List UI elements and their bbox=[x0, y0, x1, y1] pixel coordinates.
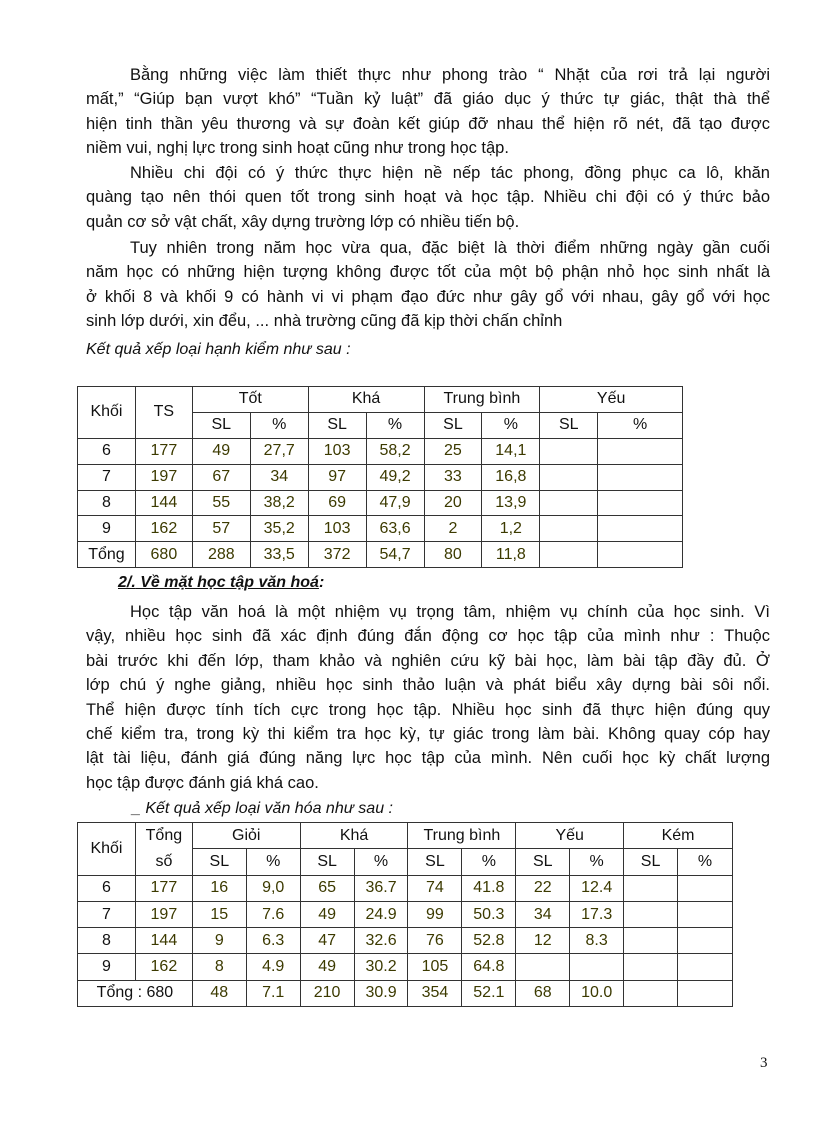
table-cell: 16 bbox=[192, 875, 246, 901]
text-line: học tập được đánh giá khá cao. bbox=[86, 773, 319, 792]
text-line: chế kiểm tra, trong kỳ thi kiểm tra học kỳ, tự giác trong làm bài. Không quay cóp hay bbox=[86, 724, 770, 743]
table-cell: 68 bbox=[516, 980, 570, 1006]
table-cell bbox=[624, 875, 678, 901]
table-cell: 8.3 bbox=[570, 928, 624, 954]
header-fair: Khá bbox=[308, 387, 424, 413]
table-cell: 30.2 bbox=[354, 954, 408, 980]
table-row bbox=[78, 438, 683, 464]
table-cell: 17.3 bbox=[570, 901, 624, 927]
table-cell: 103 bbox=[308, 516, 366, 542]
table-cell: 6 bbox=[78, 438, 136, 464]
subheader-sl: SL bbox=[424, 412, 482, 438]
table-cell: 20 bbox=[424, 490, 482, 516]
table-cell: 7.1 bbox=[246, 980, 300, 1006]
table-cell: 8 bbox=[78, 928, 136, 954]
paragraph-movement bbox=[86, 63, 770, 161]
text-line: mất,” “Giúp bạn vượt khó” “Tuần kỷ luật” đã giáo dục ý thức tự giác, thật thà thể bbox=[86, 90, 770, 109]
table-cell: 680 bbox=[135, 542, 192, 568]
table-cell: 48 bbox=[192, 980, 246, 1006]
table-cell: 47 bbox=[300, 928, 354, 954]
table-cell bbox=[678, 875, 733, 901]
text-line: hiện tinh thần yêu thương và sự đoàn kết giúp đỡ nhau thể hiện rõ nét, đã tạo được bbox=[86, 114, 770, 133]
header-good: Tốt bbox=[192, 387, 308, 413]
text-line: năm học có những hiện tượng không được tốt của một bộ phận nhỏ học sinh nhất là bbox=[86, 263, 770, 282]
header-grade: Khối bbox=[78, 823, 136, 876]
table-cell bbox=[678, 980, 733, 1006]
table-cell: 80 bbox=[424, 542, 482, 568]
table-cell bbox=[540, 438, 598, 464]
table-cell: 30.9 bbox=[354, 980, 408, 1006]
conduct-table-caption: Kết quả xếp loại hạnh kiểm như sau : bbox=[86, 341, 351, 358]
table-row bbox=[78, 490, 683, 516]
table-cell: 41.8 bbox=[462, 875, 516, 901]
table-cell: 24.9 bbox=[354, 901, 408, 927]
table-cell: 97 bbox=[308, 464, 366, 490]
table-row bbox=[78, 901, 733, 927]
table-cell: 197 bbox=[135, 901, 192, 927]
table-cell bbox=[540, 542, 598, 568]
table-cell: 25 bbox=[424, 438, 482, 464]
table-cell: 35,2 bbox=[250, 516, 308, 542]
subheader-sl: SL bbox=[540, 412, 598, 438]
header-ts: TS bbox=[135, 387, 192, 439]
table-cell bbox=[540, 490, 598, 516]
header-excellent: Giỏi bbox=[192, 823, 300, 849]
paragraph-issues bbox=[86, 236, 770, 334]
table-cell: 33,5 bbox=[250, 542, 308, 568]
table-row bbox=[78, 875, 733, 901]
table-cell: 13,9 bbox=[482, 490, 540, 516]
table-cell: 76 bbox=[408, 928, 462, 954]
section-number: 2/. bbox=[118, 574, 136, 591]
table-cell: 34 bbox=[516, 901, 570, 927]
table-cell bbox=[598, 464, 683, 490]
table-cell: 177 bbox=[135, 438, 192, 464]
table-cell: 144 bbox=[135, 490, 192, 516]
table-cell: 47,9 bbox=[366, 490, 424, 516]
table-cell: 4.9 bbox=[246, 954, 300, 980]
table-cell: 9 bbox=[192, 928, 246, 954]
table-cell: 10.0 bbox=[570, 980, 624, 1006]
header-fair: Khá bbox=[300, 823, 408, 849]
text-line: quản cơ sở vật chất, xây dựng trường lớp có nhiều tiến bộ. bbox=[86, 212, 520, 231]
table-cell: 144 bbox=[135, 928, 192, 954]
subheader-sl: SL bbox=[408, 849, 462, 875]
table-row bbox=[78, 928, 733, 954]
text-line: lật tài liệu, đánh giá đúng năng lực học tập của mình. Nên cuối học kỳ chất lượng bbox=[86, 749, 770, 768]
paragraph-uniform bbox=[86, 161, 770, 234]
subheader-pct: % bbox=[246, 849, 300, 875]
header-weak: Yếu bbox=[540, 387, 683, 413]
table-row bbox=[78, 542, 683, 568]
subheader-pct: % bbox=[678, 849, 733, 875]
text-line: Tuy nhiên trong năm học vừa qua, đặc biệt là thời điểm những ngày gần cuối bbox=[130, 239, 770, 257]
table-cell: 65 bbox=[300, 875, 354, 901]
table-cell: Tổng : 680 bbox=[78, 980, 193, 1006]
header-average: Trung bình bbox=[408, 823, 516, 849]
text-line: sinh lớp dưới, xin đểu, ... nhà trường cũng đã kịp thời chấn chỉnh bbox=[86, 312, 563, 331]
table-cell: 67 bbox=[192, 464, 250, 490]
table-cell: 103 bbox=[308, 438, 366, 464]
table-cell: 177 bbox=[135, 875, 192, 901]
table-cell: 9,0 bbox=[246, 875, 300, 901]
table-cell: 14,1 bbox=[482, 438, 540, 464]
subheader-pct: % bbox=[250, 412, 308, 438]
text-line: Thể hiện được tính tích cực trong học tập. Nhiều học sinh đã thực hiện đúng quy bbox=[86, 700, 770, 719]
table-cell: 12.4 bbox=[570, 875, 624, 901]
subheader-sl: SL bbox=[192, 412, 250, 438]
table-cell: 162 bbox=[135, 516, 192, 542]
table-cell: 6 bbox=[78, 875, 136, 901]
section-heading bbox=[118, 574, 324, 592]
table-header-row bbox=[78, 387, 683, 413]
table-cell: 58,2 bbox=[366, 438, 424, 464]
table-cell: 15 bbox=[192, 901, 246, 927]
table-cell: 16,8 bbox=[482, 464, 540, 490]
table-cell: 7 bbox=[78, 901, 136, 927]
table-cell: 105 bbox=[408, 954, 462, 980]
table-cell: 34 bbox=[250, 464, 308, 490]
table-cell: 33 bbox=[424, 464, 482, 490]
table-cell: 27,7 bbox=[250, 438, 308, 464]
table-cell: 7.6 bbox=[246, 901, 300, 927]
header-grade: Khối bbox=[78, 387, 136, 439]
table-cell: 32.6 bbox=[354, 928, 408, 954]
table-cell: 49 bbox=[300, 954, 354, 980]
text-line: Bằng những việc làm thiết thực như phong trào “ Nhặt của rơi trả lại người bbox=[130, 66, 770, 84]
table-cell: 210 bbox=[300, 980, 354, 1006]
table-cell bbox=[678, 954, 733, 980]
table-cell: 49 bbox=[192, 438, 250, 464]
table-cell: 1,2 bbox=[482, 516, 540, 542]
table-cell bbox=[678, 901, 733, 927]
table-cell: 11,8 bbox=[482, 542, 540, 568]
academic-table-body bbox=[78, 875, 733, 1006]
table-cell: Tổng bbox=[78, 542, 136, 568]
table-cell: 22 bbox=[516, 875, 570, 901]
table-cell bbox=[540, 464, 598, 490]
page-number: 3 bbox=[760, 1055, 768, 1071]
table-cell bbox=[624, 901, 678, 927]
table-cell: 74 bbox=[408, 875, 462, 901]
table-cell bbox=[624, 928, 678, 954]
subheader-sl: SL bbox=[308, 412, 366, 438]
academic-table-caption: _ Kết quả xếp loại văn hóa như sau : bbox=[132, 800, 393, 817]
conduct-table bbox=[77, 386, 683, 568]
text-line: quàng tạo nên thói quen tốt trong sinh hoạt và học tập. Nhiều chi đội có ý thức bảo bbox=[86, 188, 770, 207]
table-cell bbox=[624, 980, 678, 1006]
header-weak: Yếu bbox=[516, 823, 624, 849]
table-subheader-row bbox=[78, 849, 733, 875]
section-colon: : bbox=[318, 574, 325, 591]
text-line: ở khối 8 và khối 9 có hành vi vi phạm đạo đức như gây gổ với nhau, gây gổ với học bbox=[86, 287, 770, 306]
table-cell bbox=[678, 928, 733, 954]
conduct-table-body bbox=[78, 438, 683, 567]
table-cell: 50.3 bbox=[462, 901, 516, 927]
table-cell: 52.1 bbox=[462, 980, 516, 1006]
table-cell bbox=[598, 516, 683, 542]
academic-table bbox=[77, 822, 733, 1007]
paragraph-academic bbox=[86, 600, 770, 795]
subheader-pct: % bbox=[570, 849, 624, 875]
table-cell: 36.7 bbox=[354, 875, 408, 901]
table-row bbox=[78, 954, 733, 980]
table-cell: 49 bbox=[300, 901, 354, 927]
table-cell: 49,2 bbox=[366, 464, 424, 490]
table-cell: 64.8 bbox=[462, 954, 516, 980]
section-title: Về mặt học tập văn hoá bbox=[135, 574, 319, 591]
table-cell bbox=[540, 516, 598, 542]
table-cell: 354 bbox=[408, 980, 462, 1006]
header-poor: Kém bbox=[624, 823, 733, 849]
subheader-pct: % bbox=[462, 849, 516, 875]
text-line: lớp chú ý nghe giảng, nhiều học sinh thảo luận và phát biểu xây dựng bài sôi nổi. bbox=[86, 676, 770, 695]
text-line: Học tập văn hoá là một nhiệm vụ trọng tâm, nhiệm vụ chính của học sinh. Vì bbox=[130, 603, 770, 621]
table-cell bbox=[598, 542, 683, 568]
subheader-pct: % bbox=[366, 412, 424, 438]
text-line: niềm vui, nghị lực trong sinh hoạt cũng như trong học tập. bbox=[86, 139, 509, 158]
text-line: vậy, nhiều học sinh đã xác định đúng đắn động cơ học tập của mình như : Thuộc bbox=[86, 627, 770, 646]
table-cell: 12 bbox=[516, 928, 570, 954]
subheader-pct: % bbox=[354, 849, 408, 875]
table-cell: 69 bbox=[308, 490, 366, 516]
table-cell: 9 bbox=[78, 954, 136, 980]
table-cell: 2 bbox=[424, 516, 482, 542]
table-cell: 55 bbox=[192, 490, 250, 516]
table-cell: 9 bbox=[78, 516, 136, 542]
table-row bbox=[78, 516, 683, 542]
table-cell: 197 bbox=[135, 464, 192, 490]
table-cell: 63,6 bbox=[366, 516, 424, 542]
text-line: Nhiều chi đội có ý thức thực hiện nề nếp tác phong, đồng phục ca lô, khăn bbox=[130, 164, 770, 182]
table-row bbox=[78, 980, 733, 1006]
subheader-pct: % bbox=[482, 412, 540, 438]
table-cell bbox=[516, 954, 570, 980]
subheader-sl: SL bbox=[516, 849, 570, 875]
table-cell: 52.8 bbox=[462, 928, 516, 954]
table-cell: 162 bbox=[135, 954, 192, 980]
header-average: Trung bình bbox=[424, 387, 540, 413]
table-cell: 99 bbox=[408, 901, 462, 927]
header-total-line2: số bbox=[135, 849, 192, 875]
table-cell bbox=[598, 490, 683, 516]
table-cell bbox=[624, 954, 678, 980]
table-cell bbox=[598, 438, 683, 464]
subheader-sl: SL bbox=[624, 849, 678, 875]
table-cell: 54,7 bbox=[366, 542, 424, 568]
subheader-sl: SL bbox=[192, 849, 246, 875]
table-cell: 7 bbox=[78, 464, 136, 490]
table-cell: 372 bbox=[308, 542, 366, 568]
subheader-pct: % bbox=[598, 412, 683, 438]
table-cell: 288 bbox=[192, 542, 250, 568]
table-cell: 8 bbox=[78, 490, 136, 516]
table-row bbox=[78, 464, 683, 490]
table-header-row bbox=[78, 823, 733, 849]
table-cell bbox=[570, 954, 624, 980]
subheader-sl: SL bbox=[300, 849, 354, 875]
table-cell: 57 bbox=[192, 516, 250, 542]
header-total: Tổng bbox=[135, 823, 192, 849]
text-line: bài trước khi đến lớp, tham khảo và nghiên cứu kỹ bài học, làm bài tập đầy đủ. Ở bbox=[86, 651, 770, 670]
table-cell: 6.3 bbox=[246, 928, 300, 954]
table-cell: 38,2 bbox=[250, 490, 308, 516]
table-cell: 8 bbox=[192, 954, 246, 980]
